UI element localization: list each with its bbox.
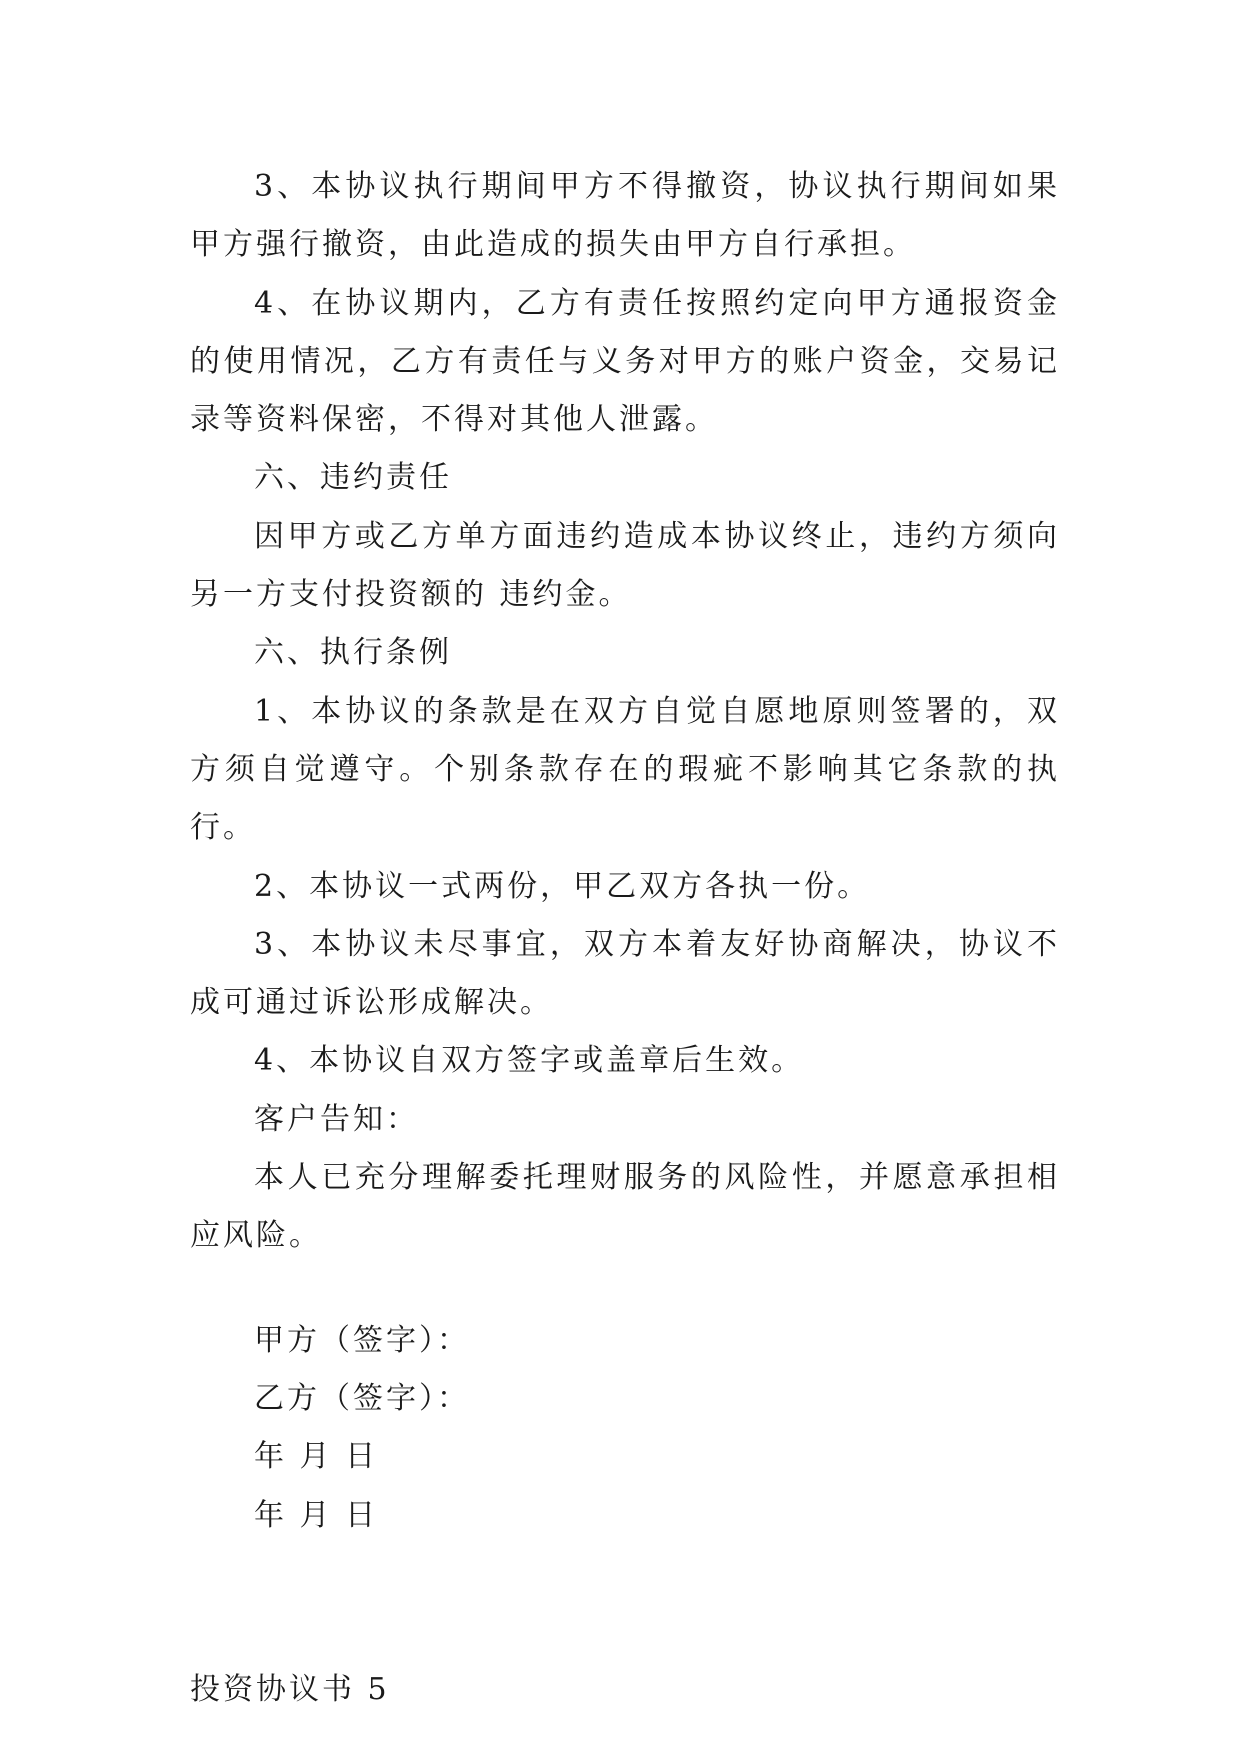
party-b-signature: 乙方（签字）： [254, 1380, 470, 1416]
next-document-title: 投资协议书 5 [190, 1671, 390, 1707]
date-line-a: 年 月 日 [254, 1439, 379, 1475]
document-body [190, 158, 1060, 1719]
customer-notice-text: 本人已充分理解委托理财服务的风险性，并愿意承担相应风险。 [190, 1160, 1060, 1254]
execution-clause-1: 1、本协议的条款是在双方自觉自愿地原则签署的，双方须自觉遵守。个别条款存在的瑕疵不影响其它条款的执行。 [190, 693, 1060, 846]
clause-3-withdrawal: 3、本协议执行期间甲方不得撤资，协议执行期间如果甲方强行撤资，由此造成的损失由甲方自行承担。 [190, 169, 1060, 263]
execution-clause-3: 3、本协议未尽事宜，双方本着友好协商解决，协议不成可通过诉讼形成解决。 [190, 926, 1060, 1021]
liability-text: 因甲方或乙方单方面违约造成本协议终止，违约方须向另一方支付投资额的 违约金。 [190, 518, 1060, 613]
section-heading-execution: 六、执行条例 [254, 635, 452, 671]
execution-clause-4: 4、本协议自双方签字或盖章后生效。 [254, 1043, 805, 1079]
section-heading-liability: 六、违约责任 [254, 460, 452, 496]
party-a-signature: 甲方（签字）： [254, 1322, 470, 1358]
customer-notice-heading: 客户告知： [254, 1101, 419, 1137]
clause-4-reporting: 4、在协议期内，乙方有责任按照约定向甲方通报资金的使用情况，乙方有责任与义务对甲方的账户资金，交易记录等资料保密，不得对其他人泄露。 [190, 285, 1060, 438]
date-line-b: 年 月 日 [254, 1497, 379, 1533]
execution-clause-2: 2、本协议一式两份，甲乙双方各执一份。 [254, 868, 871, 904]
